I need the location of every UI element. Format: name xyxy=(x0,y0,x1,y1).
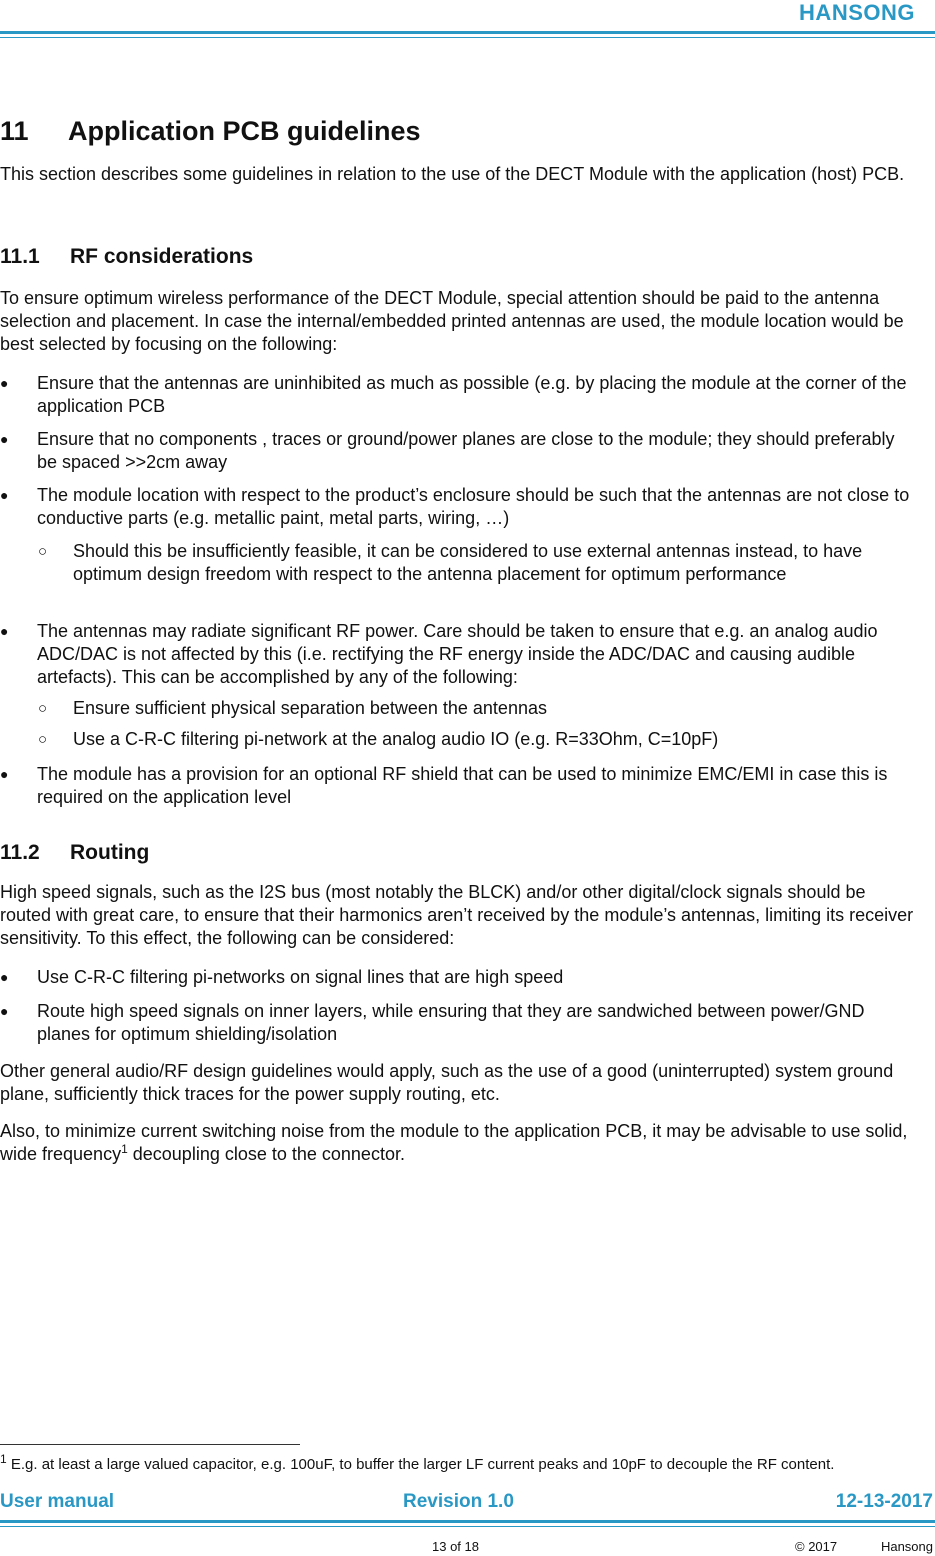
footer-revision: Revision 1.0 xyxy=(403,1491,514,1512)
section-title: Application PCB guidelines xyxy=(68,116,421,146)
section-intro: This section describes some guidelines in relation to the use of the DECT Module with the application (host) PCB. xyxy=(0,164,905,184)
footer-doc-type: User manual xyxy=(0,1491,115,1512)
routing-paragraph-footnoted: Also, to minimize current switching noise from the module to the application PCB, it may be advisable to use solid, wide frequency$^1$ decoupling close to the connector. xyxy=(0,1121,908,1164)
header-rule-thin xyxy=(0,37,935,38)
sub-bullet-icon: ○ xyxy=(38,700,48,717)
footer-rule xyxy=(0,1520,935,1523)
section-number: 11 xyxy=(0,116,29,146)
bullet-icon: ● xyxy=(0,766,9,782)
subsection-title: RF considerations xyxy=(70,245,254,268)
sub-bullet-icon: ○ xyxy=(38,731,48,748)
subsection-title: Routing xyxy=(70,841,150,864)
footnote-text: E.g. at least a large valued capacitor, e.g. 100uF, to buffer the larger LF current peaks and 10pF to decouple the RF content. xyxy=(6,1456,835,1473)
copyright: © 2017 xyxy=(795,1539,838,1554)
footer-rule-thin xyxy=(0,1526,935,1527)
header-rule xyxy=(0,31,935,34)
rf-intro: To ensure optimum wireless performance of the DECT Module, special attention should be paid to the antenna selection and placement. In case the internal/embedded printed antennas are used, the module location would be best selected by focusing on the following: xyxy=(0,288,904,354)
footnote xyxy=(0,1448,834,1476)
subsection-number: 11.2 xyxy=(0,841,40,864)
section-heading xyxy=(0,116,421,147)
subsection-heading-routing xyxy=(0,841,149,865)
bullet-icon: ● xyxy=(0,1003,9,1019)
footer-date: 12-13-2017 xyxy=(835,1491,933,1512)
footnote-ref[interactable]: 1 xyxy=(121,1142,128,1156)
company-name: Hansong xyxy=(880,1539,933,1554)
bullet-icon: ● xyxy=(0,623,9,639)
bullet-icon: ● xyxy=(0,487,9,503)
subsection-heading-rf xyxy=(0,245,253,269)
routing-paragraph: Other general audio/RF design guidelines would apply, such as the use of a good (uninterrupted) system ground plane, sufficiently thick traces for the power supply routing, etc. xyxy=(0,1061,894,1104)
routing-intro: High speed signals, such as the I2S bus (most notably the BLCK) and/or other digital/clock signals should be routed with great care, to ensure that their harmonics aren’t received by the module’s antennas, limiting its receiver sensitivity. To this effect, the following can be considered: xyxy=(0,882,914,948)
page-number: 13 of 18 xyxy=(432,1539,479,1554)
bullet-icon: ● xyxy=(0,969,9,985)
footnote-divider xyxy=(0,1444,300,1445)
bullet-icon: ● xyxy=(0,375,9,391)
brand-logo-text: HANSONG xyxy=(799,0,915,25)
bullet-icon: ● xyxy=(0,431,9,447)
sub-bullet-icon: ○ xyxy=(38,543,48,560)
footnote-number: 1 xyxy=(0,1452,7,1466)
subsection-number: 11.1 xyxy=(0,245,40,268)
